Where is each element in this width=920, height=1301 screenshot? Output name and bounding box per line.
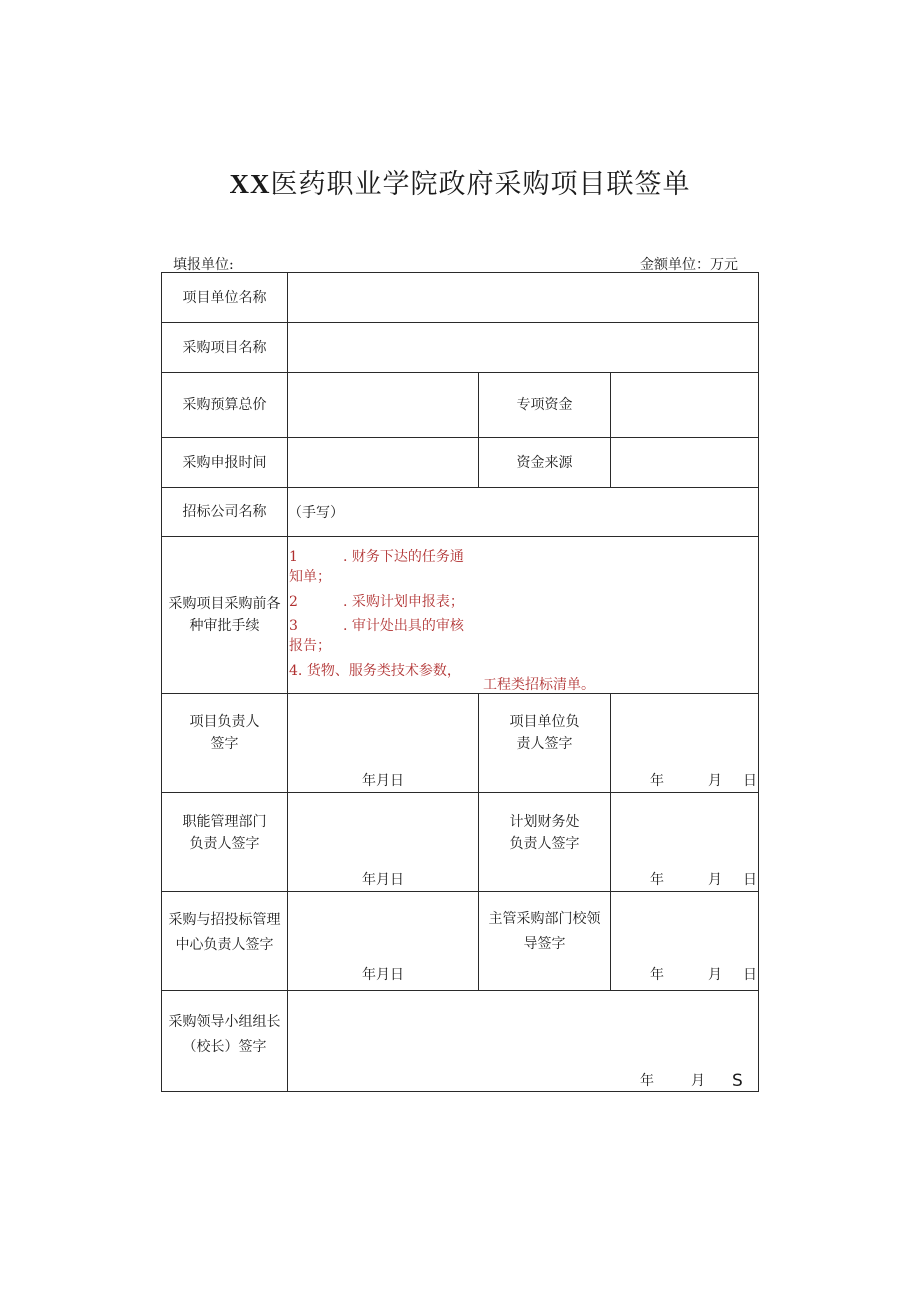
unit-leader-label-l1: 项目单位负 — [509, 714, 580, 730]
budget-field[interactable] — [288, 373, 479, 438]
date-month: 月 — [708, 773, 722, 789]
unit-leader-label — [479, 694, 611, 793]
date-year: 年 — [650, 967, 664, 983]
row-apply-time — [162, 438, 759, 488]
budget-label: 采购预算总价 — [162, 373, 288, 438]
unit-leader-sign-field[interactable] — [611, 694, 759, 793]
approvals-label — [162, 537, 288, 694]
row-sign-3 — [162, 892, 759, 991]
project-unit-label: 项目单位名称 — [162, 273, 288, 323]
row-approvals — [162, 537, 759, 694]
project-name-field[interactable] — [288, 323, 759, 373]
page-title — [0, 162, 920, 201]
reporting-unit-label: 填报单位: — [173, 257, 234, 273]
group-leader-sign-field[interactable] — [288, 991, 759, 1092]
finance-leader-label-l1: 计划财务处 — [509, 814, 580, 830]
approval-item-3 — [289, 616, 464, 636]
approval-form-table — [161, 272, 759, 1092]
finance-leader-label — [479, 793, 611, 892]
date-day: 日 — [743, 967, 757, 983]
row-sign-1 — [162, 694, 759, 793]
agency-field[interactable]: （手写） — [288, 488, 759, 537]
school-leader-label — [479, 892, 611, 991]
project-leader-label-l1: 项目负责人 — [189, 714, 260, 730]
group-leader-label-l1: 采购领导小组组长 — [168, 1014, 281, 1030]
date-day: 日 — [743, 773, 757, 789]
approval-text-4: . 货物、服务类技术参数， — [297, 663, 461, 679]
special-fund-label: 专项资金 — [479, 373, 611, 438]
title-prefix: XX — [229, 169, 271, 199]
date-day: 日 — [743, 872, 757, 888]
project-leader-sign-field[interactable] — [288, 694, 479, 793]
date-year: 年 — [650, 773, 664, 789]
approval-num-3: 3 — [289, 618, 298, 634]
date-year: 年 — [640, 1073, 654, 1089]
school-leader-label-l1: 主管采购部门校领 — [488, 911, 601, 927]
row-sign-4 — [162, 991, 759, 1092]
fund-source-label: 资金来源 — [479, 438, 611, 488]
center-leader-sign-field[interactable] — [288, 892, 479, 991]
group-leader-date — [640, 1070, 758, 1090]
date-month: 月 — [691, 1073, 705, 1089]
date-year: 年 — [650, 872, 664, 888]
dept-leader-sign-field[interactable] — [288, 793, 479, 892]
agency-label: 招标公司名称 — [162, 488, 288, 537]
apply-time-field[interactable] — [288, 438, 479, 488]
dept-leader-label-l2: 负责人签字 — [189, 836, 260, 852]
special-fund-field[interactable] — [611, 373, 759, 438]
date-month: 月 — [708, 872, 722, 888]
unit-leader-label-l2: 责人签字 — [516, 736, 573, 752]
center-leader-date: 年月日 — [362, 967, 404, 983]
approval-item-3b: 报告； — [289, 638, 331, 654]
row-budget — [162, 373, 759, 438]
dept-leader-label-l1: 职能管理部门 — [182, 814, 267, 830]
school-leader-sign-field[interactable] — [611, 892, 759, 991]
dept-leader-date: 年月日 — [362, 872, 404, 888]
dept-leader-label — [162, 793, 288, 892]
amount-unit-label: 金额单位：万元 — [640, 257, 738, 273]
school-leader-label-l2: 导签字 — [523, 936, 566, 952]
approval-list — [288, 537, 759, 694]
approvals-label-line2: 种审批手续 — [189, 618, 260, 634]
approval-item-1 — [289, 547, 464, 567]
approval-text-3: . 审计处出具的审核 — [343, 618, 464, 634]
group-leader-label — [162, 991, 288, 1092]
project-leader-date: 年月日 — [362, 773, 404, 789]
approval-text-2: . 采购计划申报表； — [343, 594, 464, 610]
approval-item-1b: 知单； — [289, 569, 331, 585]
approval-num-4: 4 — [289, 663, 298, 679]
fund-source-field[interactable] — [611, 438, 759, 488]
row-project-name — [162, 323, 759, 373]
approval-text-1: . 财务下达的任务通 — [343, 549, 464, 565]
project-name-label: 采购项目名称 — [162, 323, 288, 373]
approval-num-2: 2 — [289, 594, 298, 610]
project-unit-field[interactable] — [288, 273, 759, 323]
date-month: 月 — [708, 967, 722, 983]
center-leader-label — [162, 892, 288, 991]
finance-leader-sign-field[interactable] — [611, 793, 759, 892]
approval-item-2 — [289, 592, 464, 612]
center-leader-label-l2: 中心负责人签字 — [175, 937, 274, 953]
date-day-glyph: S — [732, 1071, 743, 1091]
center-leader-label-l1: 采购与招投标管理 — [168, 912, 281, 928]
row-sign-2 — [162, 793, 759, 892]
approval-num-1: 1 — [289, 549, 298, 565]
approval-item-5: 工程类招标清单。 — [483, 677, 595, 693]
approval-item-4 — [289, 661, 461, 681]
approvals-label-line1: 采购项目采购前各 — [168, 596, 281, 612]
group-leader-label-l2: （校长）签字 — [182, 1039, 267, 1055]
project-leader-label-l2: 签字 — [210, 736, 239, 752]
apply-time-label: 采购申报时间 — [162, 438, 288, 488]
title-text: 医药职业学院政府采购项目联签单 — [270, 169, 691, 200]
row-agency — [162, 488, 759, 537]
finance-leader-label-l2: 负责人签字 — [509, 836, 580, 852]
project-leader-label — [162, 694, 288, 793]
row-project-unit — [162, 273, 759, 323]
